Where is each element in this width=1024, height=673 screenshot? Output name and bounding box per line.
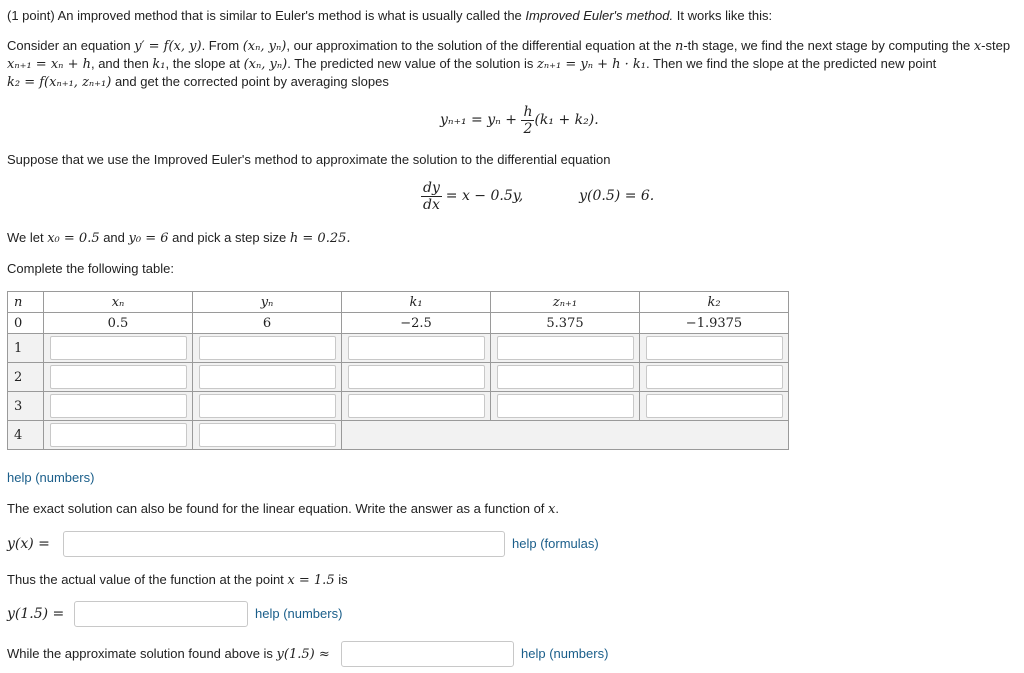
- exact-solution-input[interactable]: [63, 531, 505, 557]
- derivative-fraction: $\frac{dy}{dx}$: [423, 180, 440, 213]
- x1-input[interactable]: [50, 336, 187, 360]
- approx-value-text: While the approximate solution found above is y(1.5) ≈: [7, 646, 330, 662]
- cell-k1: −2.5: [342, 313, 491, 334]
- complete-table-text: Complete the following table:: [7, 261, 174, 276]
- row-index: 3: [8, 392, 44, 421]
- improved-euler-formula: yₙ₊₁ = yₙ + $\frac{h}{2}$ (k₁ + k₂).: [440, 104, 599, 137]
- k2-1-input[interactable]: [646, 336, 783, 360]
- method-name: Improved Euler's method.: [525, 8, 674, 23]
- help-numbers-link-3[interactable]: help (numbers): [521, 646, 609, 661]
- z3-input[interactable]: [497, 365, 634, 389]
- description-line-2: xₙ₊₁ = xₙ + h, and then k₁, the slope at (xₙ, yₙ). The predicted new value of the solution is zₙ₊₁ = yₙ + h · k₁. Then we find the slope at the predicted new point: [7, 56, 937, 72]
- approx-value-input[interactable]: [341, 641, 514, 667]
- header-k2: k₂: [640, 292, 789, 313]
- actual-value-text: Thus the actual value of the function at the point x = 1.5 is: [7, 572, 348, 588]
- y3-input[interactable]: [199, 394, 336, 418]
- header-zn1: zₙ₊₁: [491, 292, 640, 313]
- row-index: 0: [8, 313, 44, 334]
- help-formulas-link[interactable]: help (formulas): [512, 536, 599, 551]
- actual-value-input[interactable]: [74, 601, 248, 627]
- formula-fraction: $\frac{h}{2}$: [523, 104, 533, 137]
- cell-k2: −1.9375: [640, 313, 789, 334]
- euler-table: [7, 291, 789, 450]
- table-row: [8, 392, 789, 421]
- k1-1-input[interactable]: [348, 336, 485, 360]
- table-row: [8, 421, 789, 450]
- x3-input[interactable]: [50, 394, 187, 418]
- initial-condition: y(0.5) = 6.: [579, 188, 655, 205]
- description-line-3: k₂ = f(xₙ₊₁, zₙ₊₁) and get the corrected point by averaging slopes: [7, 74, 389, 90]
- y2-input[interactable]: [199, 365, 336, 389]
- x4-input[interactable]: [50, 423, 187, 447]
- z2-input[interactable]: [497, 336, 634, 360]
- points-label: (1 point): [7, 8, 55, 23]
- y4-input[interactable]: [199, 423, 336, 447]
- header-xn: xₙ: [44, 292, 193, 313]
- k2-3-input[interactable]: [646, 394, 783, 418]
- actual-value-label: y(1.5) =: [7, 606, 65, 622]
- table-header-row: [8, 292, 789, 313]
- table-row: [8, 313, 789, 334]
- cell-zn1: 5.375: [491, 313, 640, 334]
- intro-text: (1 point) An improved method that is similar to Euler's method is what is usually called the Improved Euler's method. It works like this:: [7, 8, 773, 23]
- header-k1: k₁: [342, 292, 491, 313]
- description-line-1: Consider an equation y′ = f(x, y). From (xₙ, yₙ), our approximation to the solution of the differential equation at the n-th stage, we find the next stage by computing the x-step: [7, 38, 1011, 54]
- header-n: n: [8, 292, 44, 313]
- table-row: [8, 363, 789, 392]
- cell-yn: 6: [193, 313, 342, 334]
- help-numbers-link[interactable]: help (numbers): [7, 470, 95, 485]
- k1-3-input[interactable]: [348, 394, 485, 418]
- row-index: 1: [8, 334, 44, 363]
- differential-equation: $\frac{dy}{dx}$ = x − 0.5y, y(0.5) = 6.: [423, 180, 655, 213]
- y1-input[interactable]: [199, 336, 336, 360]
- k2-2-input[interactable]: [646, 365, 783, 389]
- row-index: 4: [8, 421, 44, 450]
- cell-xn: 0.5: [44, 313, 193, 334]
- exact-solution-label: y(x) =: [7, 536, 50, 552]
- header-yn: yₙ: [193, 292, 342, 313]
- step-parameters: We let x₀ = 0.5 and y₀ = 6 and pick a step size h = 0.25.: [7, 230, 351, 246]
- row-index: 2: [8, 363, 44, 392]
- help-numbers-link-2[interactable]: help (numbers): [255, 606, 343, 621]
- empty-cell: [342, 421, 789, 450]
- x2-input[interactable]: [50, 365, 187, 389]
- exact-solution-text: The exact solution can also be found for the linear equation. Write the answer as a function of x.: [7, 501, 559, 517]
- table-row: [8, 334, 789, 363]
- z4-input[interactable]: [497, 394, 634, 418]
- suppose-text: Suppose that we use the Improved Euler's method to approximate the solution to the differential equation: [7, 152, 611, 167]
- k1-2-input[interactable]: [348, 365, 485, 389]
